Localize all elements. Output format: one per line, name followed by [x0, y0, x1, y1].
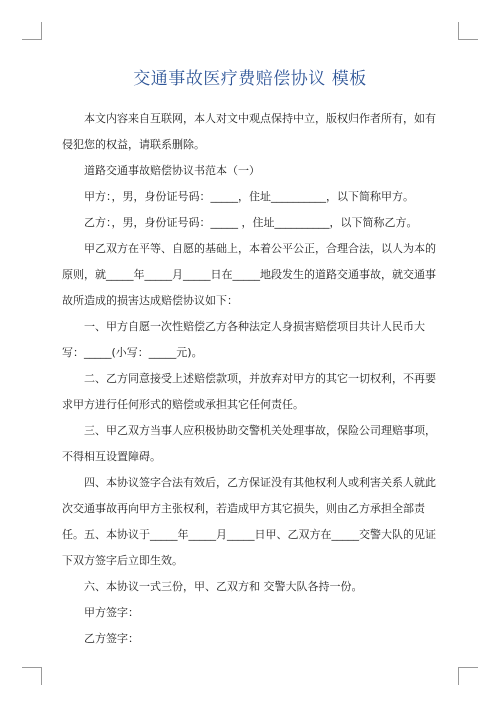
subtitle: 道路交通事故赔偿协议书范本（一） [84, 164, 260, 177]
intro-paragraph: 本文内容来自互联网，本人对文中观点保持中立，版权归作者所有，如有侵犯您的权益，请联系删除。 [62, 112, 436, 151]
crop-mark-bottom-right [458, 667, 459, 685]
clause-2: 二、乙方同意接受上述赔偿款项，并放弃对甲方的其它一切权利，不再要求甲方进行任何形式的赔偿或承担其它任何责任。 [62, 372, 436, 411]
clause-6: 六、本协议一式三份，甲、乙双方和 交警大队各持一份。 [84, 580, 363, 593]
clause-1: 一、甲方自愿一次性赔偿乙方各种法定人身损害赔偿项目共计人民币大写：_____(小写：_____元)。 [62, 320, 425, 359]
party-b-line: 乙方：，男，身份证号码：_____ ，住址__________，以下简称乙方。 [84, 216, 418, 229]
party-a-signature: 甲方签字： [84, 606, 139, 619]
party-b-signature: 乙方签字： [84, 632, 139, 645]
party-a-line: 甲方：，男，身份证号码：_____，住址__________，以下简称甲方。 [84, 190, 414, 203]
preamble-paragraph: 甲乙双方在平等、自愿的基础上，本着公平公正，合理合法，以人为本的原则，就_____年_____月_____日在_____地段发生的道路交通事故，就交通事故所造成的损害达成赔偿协议如下： [62, 242, 436, 307]
crop-mark-bottom-left [41, 667, 42, 685]
clause-4: 四、本协议签字合法有效后，乙方保证没有其他权利人或利害关系人就此次交通事故再向甲方主张权利，若造成甲方其它损失，则由乙方承担全部责任。 [62, 476, 436, 541]
clause-5: 五、本协议于_____年_____月_____日甲、乙双方在_____交警大队的见证下双方签字后立即生效。 [62, 528, 436, 567]
document-title: 交通事故医疗费赔偿协议 模板 [133, 69, 367, 89]
crop-mark-bottom-right [458, 667, 478, 668]
crop-mark-top-left [22, 39, 42, 40]
crop-mark-bottom-left [22, 667, 42, 668]
crop-mark-top-left [41, 22, 42, 40]
clause-3: 三、甲乙双方当事人应积极协助交警机关处理事故，保险公司理赔事项，不得相互设置障碍。 [62, 424, 436, 463]
crop-mark-top-right [458, 22, 459, 40]
crop-mark-top-right [458, 39, 478, 40]
